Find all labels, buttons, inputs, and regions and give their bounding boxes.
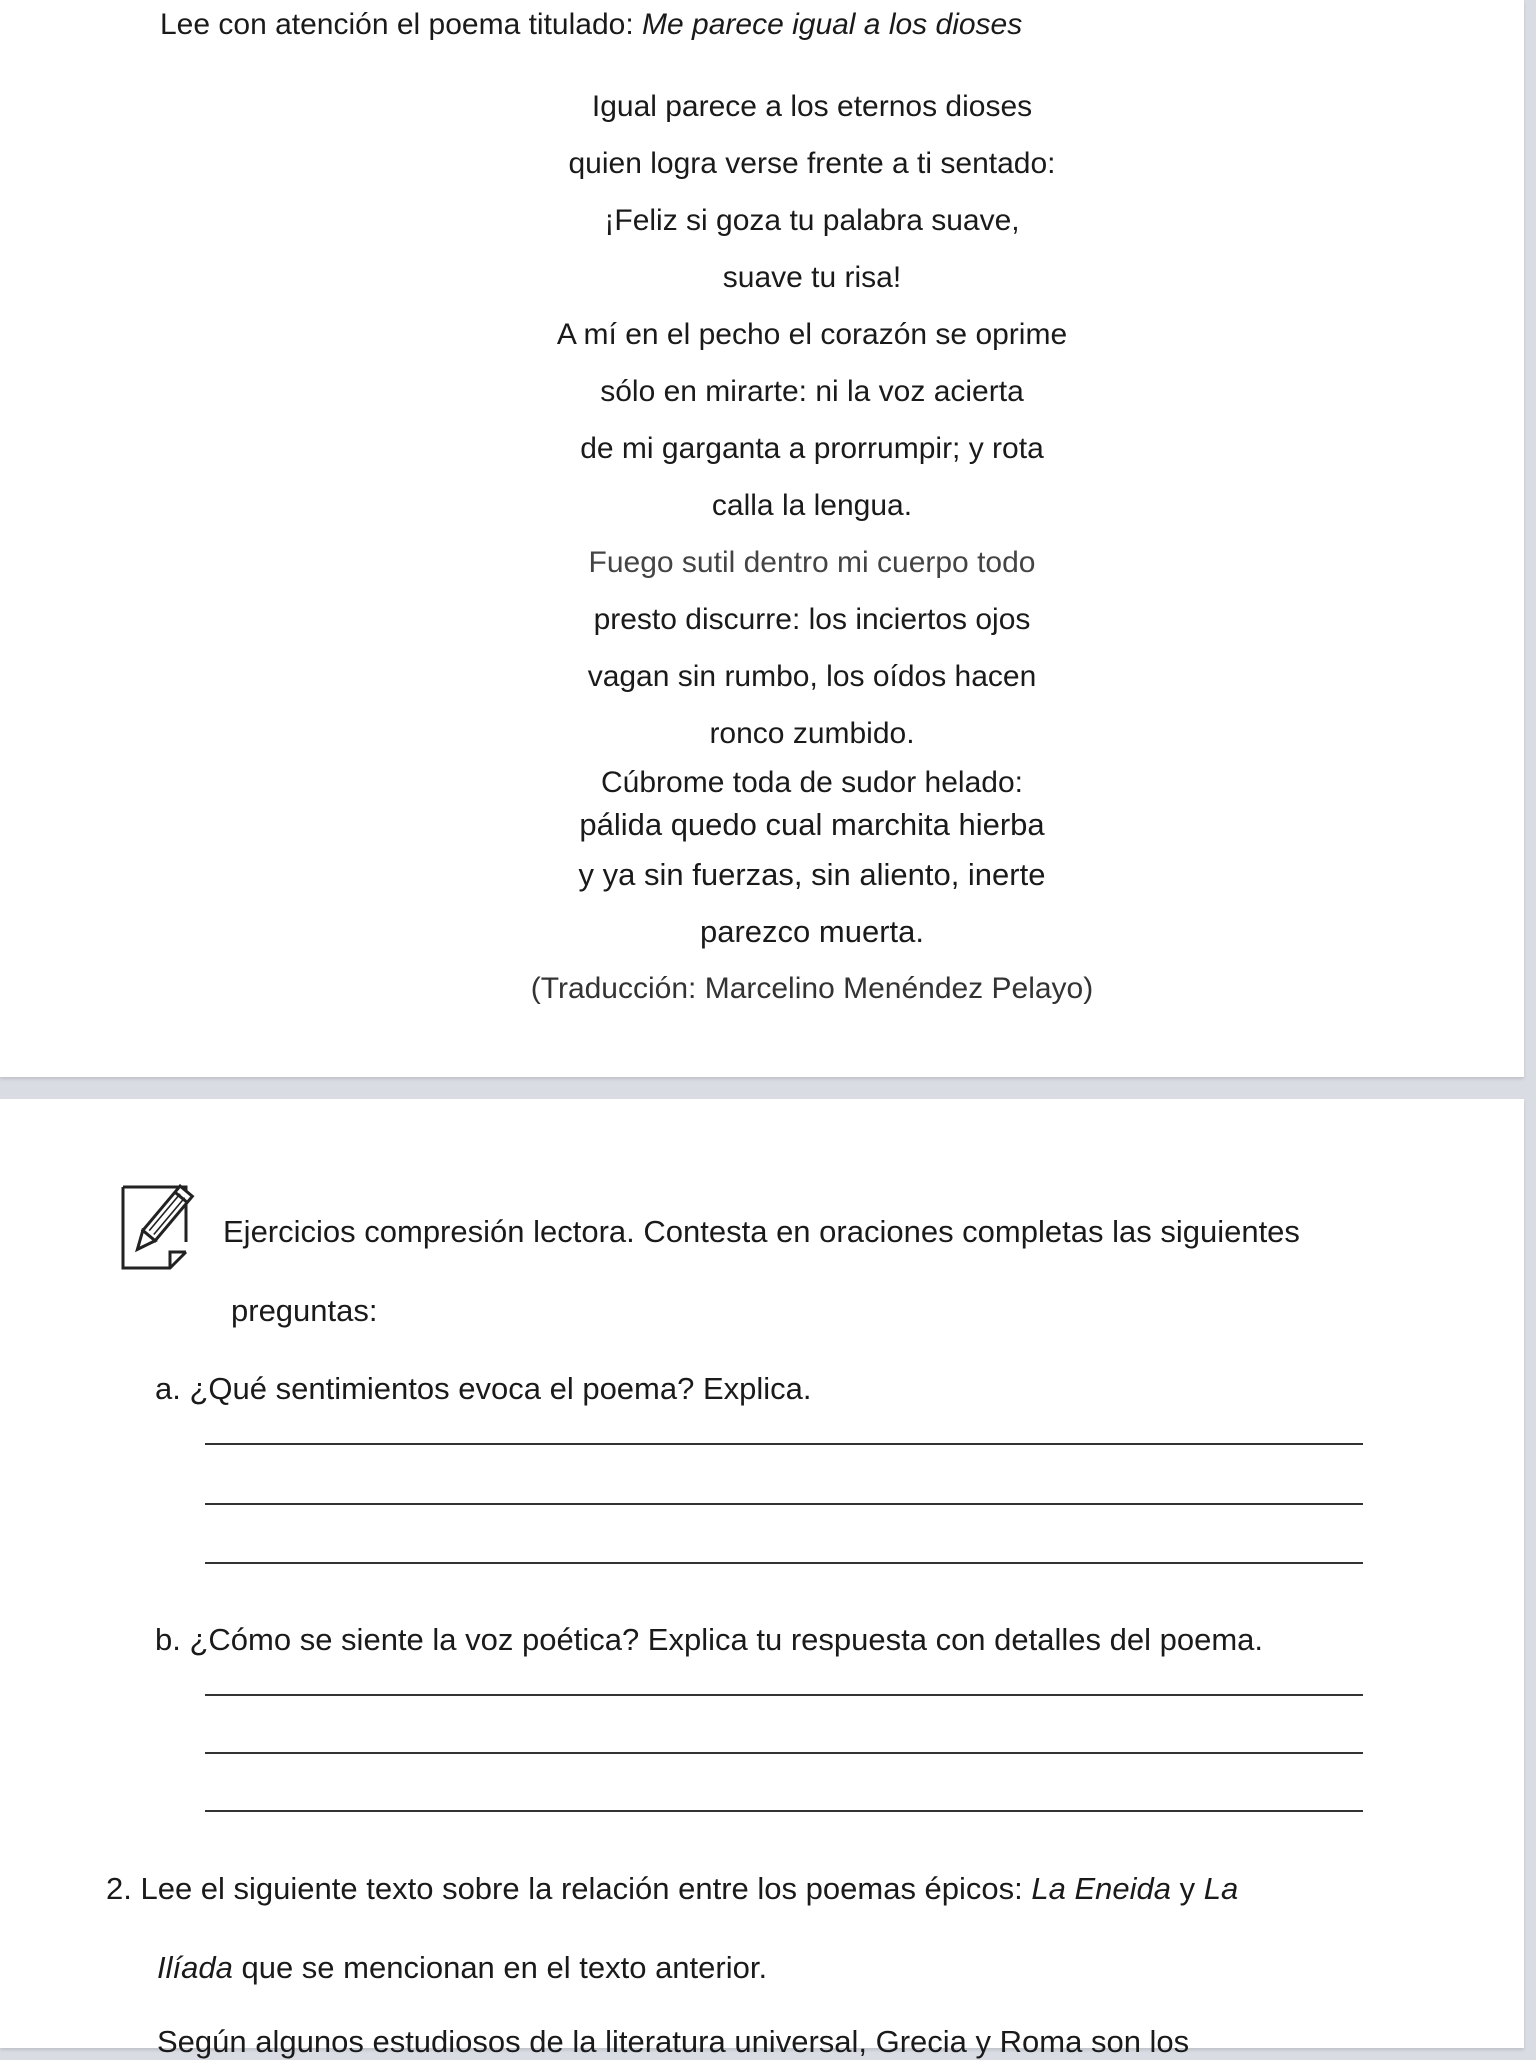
- poem-line: suave tu risa!: [722, 261, 902, 294]
- answer-line-a3[interactable]: [205, 1562, 1363, 1564]
- pencil-paper-icon: [120, 1184, 202, 1270]
- question-a: a. ¿Qué sentimientos evoca el poema? Explica.: [155, 1371, 812, 1406]
- poem-line: parezco muerta.: [700, 914, 924, 949]
- poem-body: [0, 78, 1536, 1017]
- title-eneida: La Eneida: [1031, 1871, 1172, 1906]
- poem-line: y ya sin fuerzas, sin aliento, inerte: [578, 857, 1046, 892]
- answer-line-b3[interactable]: [205, 1810, 1363, 1812]
- cut-off-paragraph: Según algunos estudiosos de la literatura universal, Grecia y Roma son los: [157, 2024, 1190, 2059]
- poem-line: pálida quedo cual marchita hierba: [579, 807, 1045, 842]
- poem-line: quien logra verse frente a ti sentado:: [568, 147, 1056, 180]
- poem-line: sólo en mirarte: ni la voz acierta: [600, 375, 1024, 408]
- item-2-text: Lee el siguiente texto sobre la relación entre los poemas épicos:: [131, 1871, 1032, 1906]
- exercise-title-continuation: preguntas:: [231, 1293, 378, 1328]
- poem-line: A mí en el pecho el corazón se oprime: [556, 318, 1068, 351]
- item-2-instruction-continuation: [157, 1950, 767, 1986]
- item-2-instruction: [106, 1871, 1238, 1907]
- poem-line: ronco zumbido.: [709, 717, 915, 750]
- poem-line: presto discurre: los inciertos ojos: [593, 603, 1031, 636]
- intro-instruction: [160, 8, 1022, 42]
- item-number: 2.: [106, 1871, 132, 1906]
- poem-line: Igual parece a los eternos dioses: [591, 90, 1033, 123]
- question-b: b. ¿Cómo se siente la voz poética? Explica tu respuesta con detalles del poema.: [155, 1622, 1264, 1657]
- exercise-title: Ejercicios compresión lectora. Contesta en oraciones completas las siguientes: [223, 1214, 1300, 1249]
- answer-line-a2[interactable]: [205, 1503, 1363, 1505]
- poem-line: Fuego sutil dentro mi cuerpo todo: [588, 546, 1036, 579]
- title-iliada: Ilíada: [157, 1950, 233, 1985]
- item-2-text-end: que se mencionan en el texto anterior.: [232, 1950, 768, 1985]
- poem-line: de mi garganta a prorrumpir; y rota: [580, 432, 1044, 465]
- poem-title: Me parece igual a los dioses: [642, 8, 1023, 41]
- poem-line: Cúbrome toda de sudor helado:: [601, 766, 1023, 799]
- intro-prefix: Lee con atención el poema titulado:: [160, 8, 643, 41]
- poem-line: calla la lengua.: [711, 489, 913, 522]
- poem-credit: (Traducción: Marcelino Menéndez Pelayo): [530, 972, 1094, 1005]
- item-2-conjunction: y: [1171, 1871, 1204, 1906]
- answer-line-b1[interactable]: [205, 1694, 1363, 1696]
- poem-line: vagan sin rumbo, los oídos hacen: [587, 660, 1037, 693]
- title-la: La: [1203, 1871, 1239, 1906]
- answer-line-a1[interactable]: [205, 1443, 1363, 1445]
- poem-line: ¡Feliz si goza tu palabra suave,: [604, 204, 1020, 237]
- answer-line-b2[interactable]: [205, 1752, 1363, 1754]
